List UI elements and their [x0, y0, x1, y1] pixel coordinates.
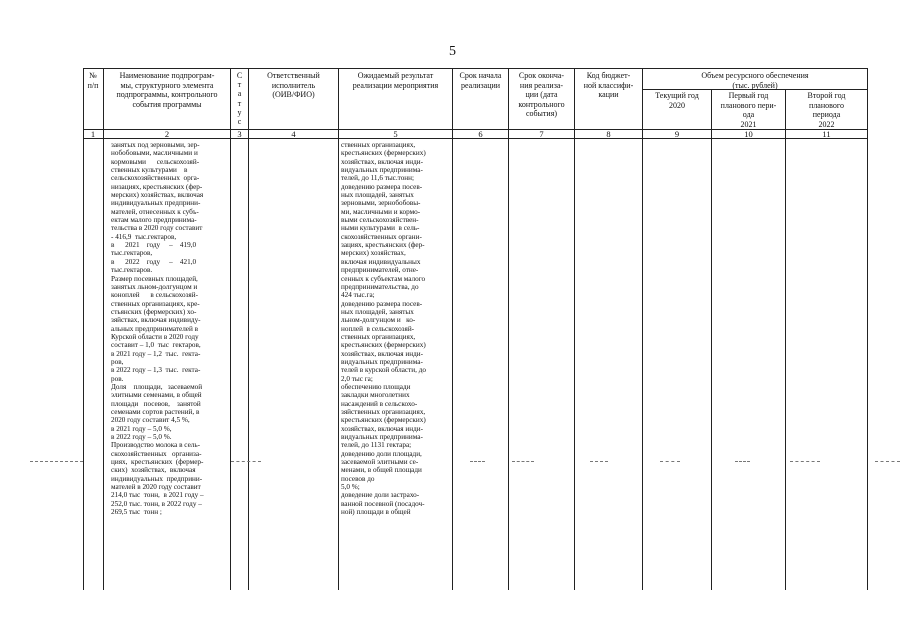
column-number-5: 5: [393, 129, 398, 139]
result-line: ных площадей, занятых: [341, 307, 414, 316]
description-line: мателей в 2020 году составит: [111, 483, 201, 492]
col-border-6: [508, 68, 509, 590]
header-col-resource-group: Объем ресурсного обеспечения (тыс. рублей): [701, 71, 809, 90]
description-line: индивидуальных предприни-: [111, 474, 203, 483]
fold-line-left: [30, 461, 83, 462]
description-line: 2020 году составит 4,5 %,: [111, 416, 190, 425]
description-line: ров.: [111, 374, 124, 383]
result-line: сенных к субъектам малого: [341, 274, 426, 283]
table-top-border: [83, 68, 868, 69]
description-line: тыс.гектаров.: [111, 266, 153, 275]
result-line: предпринимателей, отне-: [341, 266, 419, 275]
description-line: 252,0 тыс. тонн, в 2022 году –: [111, 499, 202, 508]
header-col-budget-code: Код бюджет- ной классифи- кации: [583, 71, 634, 99]
subprogram-description-text: [111, 141, 228, 516]
result-line: крестьянских (фермерских): [341, 341, 426, 350]
column-number-10: 10: [744, 129, 753, 139]
col-border-1: [103, 68, 104, 590]
description-line: в 2022 году – 421,0: [111, 257, 197, 266]
result-line: хозяйствах, включая инди-: [341, 157, 423, 166]
description-line: занятых льном-долгунцом и: [111, 282, 198, 291]
column-number-6: 6: [478, 129, 483, 139]
result-line: видуальных предпринима-: [341, 433, 423, 442]
column-number-9: 9: [674, 129, 680, 139]
col-border-9: [711, 89, 712, 590]
description-line: тыс.гектаров,: [111, 249, 153, 258]
fold-line-col11: [790, 461, 820, 462]
description-line: Доля площади, засеваемой: [111, 382, 203, 391]
header-col-expected-result: Ожидаемый результат реализации мероприятия: [352, 71, 439, 90]
result-line: обеспечению площади: [341, 382, 411, 391]
column-number-3: 3: [237, 129, 242, 139]
result-line: видуальных предпринима-: [341, 166, 423, 175]
description-line: семенами сортов растений, в: [111, 408, 200, 416]
result-line: крестьянских (фермерских): [341, 416, 426, 425]
result-line: зерновыми, зернобобовы-: [341, 199, 421, 208]
column-number-4: 4: [291, 129, 296, 139]
description-line: мерских) хозяйствах, включая: [111, 191, 204, 200]
description-line: 269,5 тыс тонн ;: [111, 508, 162, 517]
column-number-8: 8: [606, 129, 611, 139]
description-line: ектам малого предпринима-: [111, 216, 197, 225]
header-col-first-plan-year: Первый год планового пери- ода 2021: [720, 91, 777, 129]
description-line: сельскохозяйственных орга-: [111, 174, 200, 183]
result-line: насаждений в сельскохо-: [341, 399, 418, 408]
column-number-1: 1: [90, 129, 96, 139]
result-line: телей в курской области, до: [341, 366, 426, 375]
fold-line-right: [875, 461, 900, 462]
description-line: Курской области в 2020 году: [111, 332, 199, 341]
description-line: в 2021 году – 5,0 %,: [111, 424, 172, 433]
result-line: ных площадей, занятых: [341, 191, 414, 200]
result-line: ственных организациях,: [341, 332, 416, 341]
col-border-8: [642, 68, 643, 590]
result-line: выми сельскохозяйствен-: [341, 216, 419, 225]
result-line: ными культурами в сель-: [341, 224, 420, 233]
result-line: закладки многолетних: [341, 391, 410, 400]
description-line: кормовыми сельскохозяй-: [111, 157, 200, 166]
result-line: доведению размера посев-: [341, 299, 423, 308]
description-line: циях, крестьянских (фермер-: [111, 458, 204, 467]
description-line: в 2021 году – 419,0: [111, 241, 197, 250]
result-line: предпринимательства, до: [341, 282, 419, 291]
description-line: индивидуальных предприни-: [111, 199, 201, 208]
description-line: нобобовыми, масличными и: [111, 149, 198, 158]
description-line: составит – 1,0 тыс гектаров,: [111, 341, 201, 350]
result-line: хозяйствах, включая инди-: [341, 349, 423, 358]
result-line: ноплей в сельскохозяй-: [341, 324, 415, 333]
header-col-end-date: Срок оконча- ния реализа- ции (дата контрольного события): [518, 71, 565, 118]
result-line: доведению размера посев-: [341, 182, 423, 191]
result-line: зяйственных организациях,: [341, 408, 426, 416]
result-line: доведению доли площади,: [341, 449, 422, 458]
description-line: Производство молока в сель-: [111, 441, 201, 450]
column-number-2: 2: [164, 129, 170, 139]
result-line: включая индивидуальных: [341, 257, 421, 266]
description-line: ственных организациях, кре-: [111, 299, 200, 308]
col-border-7: [574, 68, 575, 590]
header-col-start-date: Срок начала реализации: [459, 71, 502, 90]
result-line: 2,0 тыс га;: [341, 374, 373, 383]
result-line: льном-долгунцом и ко-: [341, 316, 416, 325]
description-line: ров,: [111, 357, 124, 366]
description-line: низациях, крестьянских (фер-: [111, 182, 203, 191]
result-line: засеваемой элитными се-: [341, 458, 419, 467]
description-line: - 416,9 тыс.гектаров,: [111, 232, 177, 241]
header-col-responsible: Ответственный исполнитель (ОИВ/ФИО): [267, 71, 320, 99]
description-line: коноплей в сельскохозяй-: [111, 291, 198, 300]
result-line: ми, масличными и кормо-: [341, 207, 421, 216]
col-border-2: [230, 68, 231, 590]
result-line: мерских) хозяйствах,: [341, 249, 406, 258]
fold-line-col6: [470, 461, 485, 462]
description-line: альных предпринимателей в: [111, 324, 199, 333]
result-line: ванной посевной (посадоч-: [341, 499, 425, 508]
fold-line-col3-4: [231, 461, 261, 462]
result-line: 424 тыс.га;: [341, 291, 375, 300]
col-border-0: [83, 68, 84, 590]
fold-line-col7: [512, 461, 534, 462]
result-line: телей, до 1131 гектара;: [341, 441, 412, 450]
col-border-11: [867, 68, 868, 590]
description-line: элитными семенами, в общей: [111, 391, 202, 400]
result-line: ной) площади в общей: [341, 508, 411, 517]
description-line: Размер посевных площадей,: [111, 274, 198, 283]
column-number-7: 7: [539, 129, 544, 139]
result-line: доведение доли застрахо-: [341, 491, 420, 500]
result-line: зациях, крестьянских (фер-: [341, 241, 425, 250]
page-number: 5: [449, 44, 456, 59]
col-border-10: [785, 89, 786, 590]
fold-line-col8: [590, 461, 608, 462]
description-line: площади посевов, занятой: [111, 399, 201, 408]
description-line: в 2022 году – 5,0 %.: [111, 433, 172, 442]
header-col-current-year: Текущий год 2020: [655, 91, 699, 110]
description-line: мателей, отнесенных к субъ-: [111, 207, 199, 216]
result-line: скохозяйственных органи-: [341, 232, 422, 241]
header-col-second-plan-year: Второй год планового периода 2022: [807, 91, 846, 129]
description-line: скохозяйственных организа-: [111, 449, 202, 458]
result-line: менами, в общей площади: [341, 466, 422, 475]
result-line: видуальных предпринима-: [341, 357, 423, 366]
result-line: крестьянских (фермерских): [341, 149, 426, 158]
result-line: телей, до 11,6 тыс.тонн;: [341, 174, 414, 183]
header-col-status: С т а т у с: [236, 71, 243, 127]
description-line: в 2022 году – 1,3 тыс. гекта-: [111, 366, 201, 375]
result-line: 5,0 %;: [341, 483, 360, 492]
description-line: занятых под зерновыми, зер-: [111, 141, 200, 149]
description-line: 214,0 тыс тонн, в 2021 году –: [111, 491, 204, 500]
description-line: ственных культурами в: [111, 166, 188, 175]
description-line: тельства в 2020 году составит: [111, 224, 203, 233]
description-line: ских) хозяйствах, включая: [111, 466, 196, 475]
col-border-5: [452, 68, 453, 590]
result-line: хозяйствах, включая инди-: [341, 424, 423, 433]
description-line: в 2021 году – 1,2 тыс. гекта-: [111, 349, 201, 358]
description-line: зяйствах, включая индивиду-: [111, 316, 201, 325]
col-border-3: [248, 68, 249, 590]
fold-line-col10: [735, 461, 750, 462]
result-line: ственных организациях,: [341, 141, 416, 149]
description-line: стьянских (фермерских) хо-: [111, 307, 197, 316]
result-line: посевов до: [341, 474, 375, 483]
header-col-name: Наименование подпрограм- мы, структурного элемента подпрограммы, контрольного события программы: [116, 71, 218, 109]
column-number-11: 11: [822, 129, 831, 139]
header-col-number: № п/п: [87, 71, 99, 90]
col-border-4: [338, 68, 339, 590]
expected-result-text: [341, 141, 451, 516]
fold-line-col9: [660, 461, 680, 462]
